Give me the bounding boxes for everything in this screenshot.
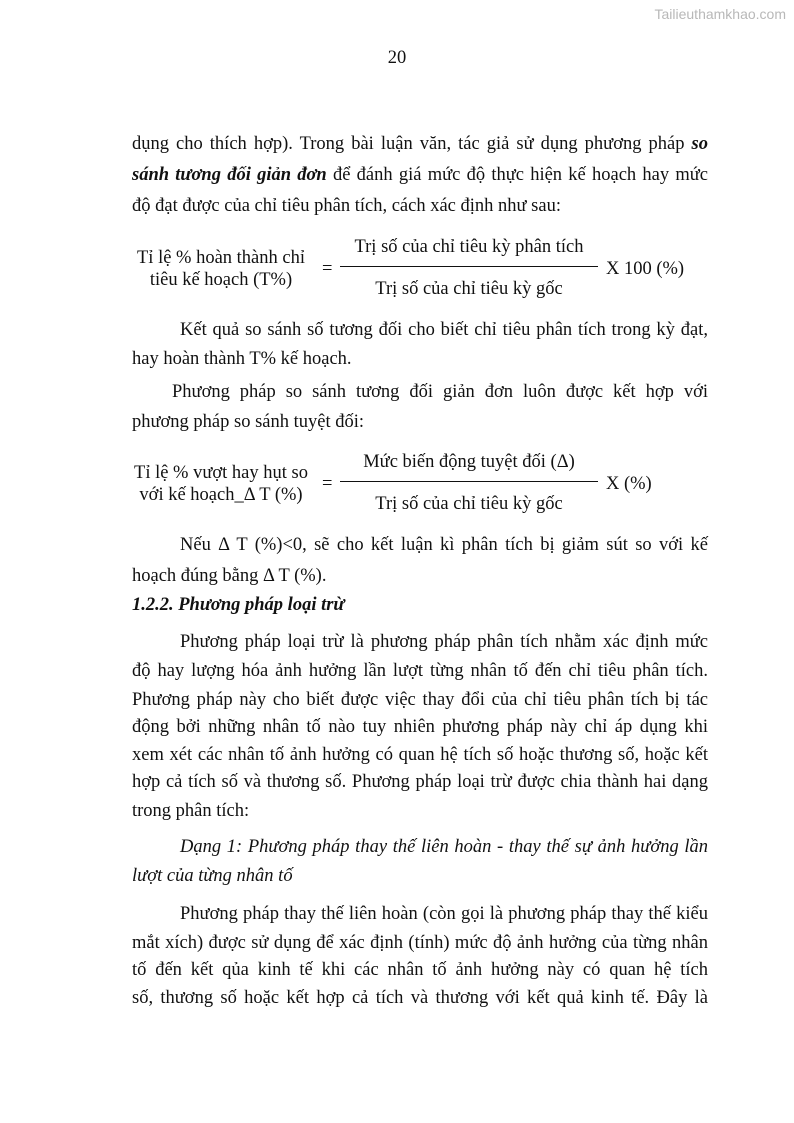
formula-equals: = (322, 259, 333, 279)
paragraph-7-line-3: tố đến kết qủa kinh tế khi các nhân tố ảnh hưởng này có quan hệ tích (132, 960, 708, 980)
paragraph-5-line-6: hợp cả tích số và thương số. Phương pháp loại trừ được chia thành hai dạng (132, 772, 708, 792)
paragraph-1-line-2 (132, 160, 708, 190)
fraction-line (340, 266, 598, 267)
paragraph-5-line-4: động bởi những nhân tố nào tuy nhiên phương pháp này chỉ áp dụng khi (132, 717, 708, 737)
formula-left-line-1: Tỉ lệ % hoàn thành chỉ (137, 248, 305, 268)
formula-variance-rate (132, 450, 708, 520)
paragraph-6-line-1: Dạng 1: Phương pháp thay thế liên hoàn - thay thế sự ảnh hưởng lần (180, 837, 708, 857)
watermark: Tailieuthamkhao.com (654, 6, 786, 22)
paragraph-5-line-5: xem xét các nhân tố ảnh hưởng có quan hệ tích số hoặc thương số, hoặc kết (132, 745, 708, 765)
paragraph-7-line-1: Phương pháp thay thế liên hoàn (còn gọi là phương pháp thay thế kiểu (180, 904, 708, 924)
paragraph-6-line-2: lượt của từng nhân tố (132, 866, 293, 886)
paragraph-5-line-3: Phương pháp này cho biết được việc thay đổi của chỉ tiêu phân tích bị tác (132, 690, 708, 710)
formula-numerator: Mức biến động tuyệt đối (Δ) (363, 452, 575, 472)
text: dụng cho thích hợp). Trong bài luận văn, tác giả sử dụng phương pháp (132, 134, 692, 154)
paragraph-7-line-2: mắt xích) được sử dụng để xác định (tính) mức độ ảnh hưởng của từng nhân (132, 933, 708, 953)
formula-multiplier: X 100 (%) (606, 259, 685, 279)
section-heading: 1.2.2. Phương pháp loại trừ (132, 595, 345, 615)
paragraph-2-line-2: hay hoàn thành T% kế hoạch. (132, 349, 352, 369)
formula-left-label (132, 247, 310, 291)
formula-denominator: Trị số của chỉ tiêu kỳ gốc (375, 279, 563, 299)
bold-italic-term: so (691, 134, 708, 154)
formula-equals: = (322, 474, 333, 494)
paragraph-4-line-2: hoạch đúng bằng Δ T (%). (132, 566, 327, 586)
paragraph-5-line-7: trong phân tích: (132, 801, 250, 821)
paragraph-7-line-4: số, thương số hoặc kết hợp cả tích và thương với kết quả kinh tế. Đây là (132, 988, 708, 1008)
paragraph-3-line-1: Phương pháp so sánh tương đối giản đơn luôn được kết hợp với (172, 382, 708, 402)
paragraph-5-line-2: độ hay lượng hóa ảnh hưởng lần lượt từng nhân tố đến chỉ tiêu phân tích. (132, 661, 708, 681)
paragraph-1-line-1 (132, 129, 708, 159)
paragraph-3-line-2: phương pháp so sánh tuyệt đối: (132, 412, 365, 432)
text: để đánh giá mức độ thực hiện kế hoạch hay mức (326, 165, 708, 185)
paragraph-5-line-1: Phương pháp loại trừ là phương pháp phân tích nhằm xác định mức (180, 632, 708, 652)
formula-left-line-2: với kế hoạch_Δ T (%) (139, 485, 303, 505)
formula-multiplier: X (%) (606, 474, 652, 494)
formula-completion-rate (132, 233, 708, 303)
paragraph-2-line-1: Kết quả so sánh số tương đối cho biết chỉ tiêu phân tích trong kỳ đạt, (180, 320, 708, 340)
paragraph-1-line-3: độ đạt được của chỉ tiêu phân tích, cách xác định như sau: (132, 196, 561, 216)
bold-italic-term: sánh tương đối giản đơn (132, 165, 327, 185)
formula-numerator: Trị số của chỉ tiêu kỳ phân tích (354, 237, 584, 257)
formula-left-line-1: Tỉ lệ % vượt hay hụt so (134, 463, 308, 483)
formula-left-label (132, 462, 310, 506)
formula-left-line-2: tiêu kế hoạch (T%) (149, 270, 293, 290)
formula-denominator: Trị số của chỉ tiêu kỳ gốc (375, 494, 563, 514)
fraction-line (340, 481, 598, 482)
page-number: 20 (387, 48, 407, 68)
paragraph-4-line-1: Nếu Δ T (%)<0, sẽ cho kết luận kì phân tích bị giảm sút so với kế (180, 535, 708, 555)
